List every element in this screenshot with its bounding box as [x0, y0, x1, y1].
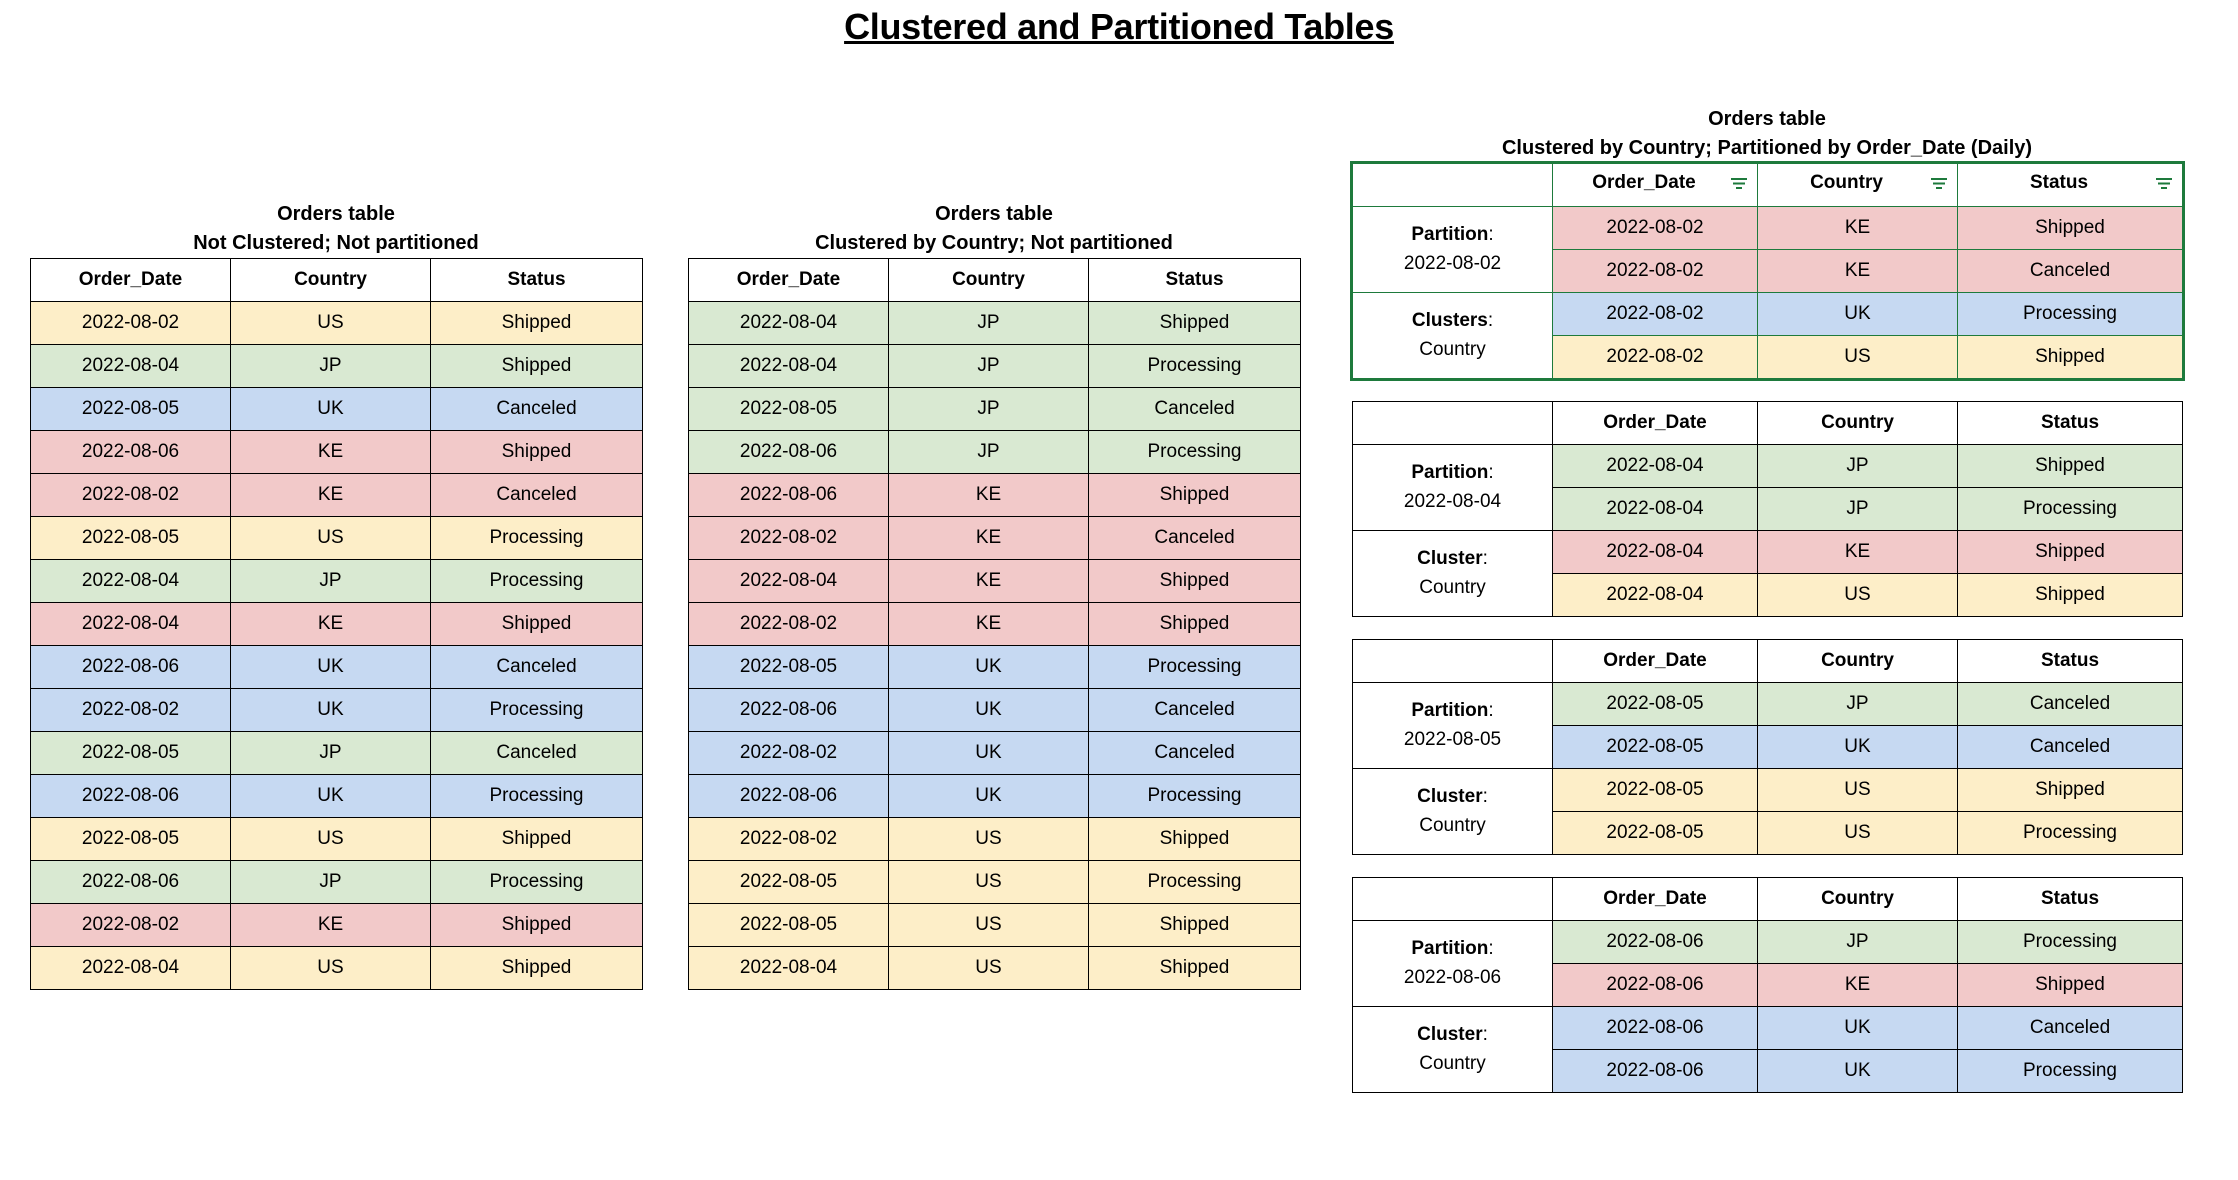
column-header-label: Status	[2040, 888, 2100, 909]
cluster-label-title: Clusters:	[1411, 310, 1494, 331]
cell-status: Shipped	[431, 431, 643, 474]
cell-country: UK	[231, 689, 431, 732]
cell-order-date: 2022-08-04	[31, 947, 231, 990]
table-header-row	[1353, 164, 2183, 207]
column-header-order-date: Order_Date	[689, 259, 889, 302]
cluster-label	[1353, 1007, 1553, 1093]
column-header-country	[1758, 164, 1958, 207]
cell-status: Shipped	[1958, 207, 2183, 250]
table-row	[31, 861, 643, 904]
cell-country: KE	[231, 603, 431, 646]
cell-order-date: 2022-08-02	[1553, 293, 1758, 336]
cell-status: Processing	[1958, 488, 2183, 531]
table-row	[689, 861, 1301, 904]
filter-icon[interactable]	[1729, 176, 1749, 198]
cell-order-date: 2022-08-04	[1553, 488, 1758, 531]
cell-country: JP	[231, 861, 431, 904]
cell-status: Shipped	[1089, 560, 1301, 603]
partition-label	[1353, 207, 1553, 293]
cell-status: Shipped	[431, 302, 643, 345]
cell-country: US	[889, 818, 1089, 861]
table-header-row	[31, 259, 643, 302]
cell-status: Shipped	[1958, 769, 2183, 812]
orders-table-unclustered	[30, 258, 643, 990]
partition-block	[1352, 877, 2182, 1093]
table-header-row	[1353, 402, 2183, 445]
cell-status: Canceled	[431, 732, 643, 775]
cell-order-date: 2022-08-05	[1553, 683, 1758, 726]
cell-order-date: 2022-08-05	[31, 388, 231, 431]
cell-order-date: 2022-08-02	[689, 818, 889, 861]
cell-order-date: 2022-08-06	[689, 474, 889, 517]
cell-order-date: 2022-08-04	[1553, 531, 1758, 574]
cell-order-date: 2022-08-02	[1553, 207, 1758, 250]
table-row	[31, 689, 643, 732]
cell-country: UK	[1758, 726, 1958, 769]
partition-table	[1352, 401, 2183, 617]
partition-label-spacer	[1353, 402, 1553, 445]
cell-country: KE	[1758, 207, 1958, 250]
partition-label-spacer	[1353, 164, 1553, 207]
cell-status: Processing	[1958, 1050, 2183, 1093]
cell-country: US	[231, 302, 431, 345]
mid-table-caption-line2: Clustered by Country; Not partitioned	[815, 232, 1173, 254]
column-header-label: Country	[1764, 172, 1951, 194]
column-header-country	[1758, 878, 1958, 921]
mid-table-body	[689, 302, 1301, 990]
column-header-order-date	[1553, 164, 1758, 207]
cell-country: KE	[889, 560, 1089, 603]
table-row	[31, 775, 643, 818]
cell-country: UK	[1758, 1007, 1958, 1050]
cell-country: US	[231, 818, 431, 861]
cell-country: JP	[231, 560, 431, 603]
cell-status: Processing	[431, 861, 643, 904]
partition-label-title: Partition:	[1411, 224, 1494, 245]
table-row	[31, 904, 643, 947]
cell-country: US	[889, 861, 1089, 904]
cell-status: Processing	[1958, 921, 2183, 964]
table-row	[689, 560, 1301, 603]
cell-country: US	[1758, 574, 1958, 617]
cell-order-date: 2022-08-05	[1553, 769, 1758, 812]
cell-country: US	[231, 947, 431, 990]
cell-country: JP	[1758, 683, 1958, 726]
cell-order-date: 2022-08-06	[1553, 1007, 1758, 1050]
cell-status: Shipped	[1089, 603, 1301, 646]
table-row	[31, 646, 643, 689]
cell-status: Canceled	[1089, 689, 1301, 732]
cell-order-date: 2022-08-04	[689, 302, 889, 345]
partition-label	[1353, 921, 1553, 1007]
cell-status: Canceled	[431, 474, 643, 517]
cluster-label-title: Cluster:	[1417, 548, 1488, 569]
partition-label-title: Partition:	[1411, 700, 1494, 721]
cell-order-date: 2022-08-06	[1553, 921, 1758, 964]
cluster-label-value: Country	[1419, 814, 1486, 836]
cell-order-date: 2022-08-02	[1553, 250, 1758, 293]
cell-country: JP	[1758, 488, 1958, 531]
cell-country: UK	[889, 646, 1089, 689]
partition-label-value: 2022-08-02	[1403, 252, 1502, 274]
cell-status: Shipped	[1958, 336, 2183, 379]
cell-status: Shipped	[431, 603, 643, 646]
cell-country: UK	[889, 689, 1089, 732]
left-table-caption	[30, 200, 642, 258]
table-row	[1353, 769, 2183, 812]
cell-order-date: 2022-08-05	[1553, 812, 1758, 855]
cell-order-date: 2022-08-06	[689, 775, 889, 818]
cell-order-date: 2022-08-04	[1553, 574, 1758, 617]
table-row	[1353, 683, 2183, 726]
cluster-label-title: Cluster:	[1417, 1024, 1488, 1045]
cell-status: Processing	[1089, 646, 1301, 689]
column-header-order-date	[1553, 402, 1758, 445]
column-header-label: Status	[2040, 650, 2100, 671]
cell-order-date: 2022-08-05	[689, 388, 889, 431]
partition-label-value: 2022-08-05	[1403, 728, 1502, 750]
cell-status: Processing	[431, 775, 643, 818]
cell-status: Shipped	[1089, 302, 1301, 345]
cell-order-date: 2022-08-02	[31, 474, 231, 517]
cell-order-date: 2022-08-04	[31, 560, 231, 603]
cell-order-date: 2022-08-04	[1553, 445, 1758, 488]
cell-country: UK	[889, 775, 1089, 818]
cell-status: Canceled	[1958, 726, 2183, 769]
column-header-status	[1958, 402, 2183, 445]
column-header-label: Country	[1821, 412, 1894, 433]
cell-status: Shipped	[431, 947, 643, 990]
cell-country: US	[1758, 336, 1958, 379]
cell-order-date: 2022-08-04	[689, 947, 889, 990]
cell-status: Canceled	[1089, 732, 1301, 775]
table-row	[689, 904, 1301, 947]
partition-label-value: 2022-08-04	[1403, 490, 1502, 512]
column-header-label: Country	[1821, 650, 1894, 671]
table-row	[689, 818, 1301, 861]
partition-label	[1353, 445, 1553, 531]
partition-label-title: Partition:	[1411, 462, 1494, 483]
cluster-label	[1353, 293, 1553, 379]
table-row	[31, 474, 643, 517]
cell-order-date: 2022-08-04	[689, 345, 889, 388]
partition-block	[1352, 401, 2182, 617]
cell-country: US	[889, 947, 1089, 990]
cell-order-date: 2022-08-06	[31, 861, 231, 904]
cell-status: Canceled	[431, 388, 643, 431]
cell-country: UK	[231, 388, 431, 431]
table-row	[1353, 207, 2183, 250]
table-row	[1353, 531, 2183, 574]
table-row	[31, 732, 643, 775]
cluster-label-value: Country	[1419, 338, 1486, 360]
right-group-caption	[1352, 105, 2182, 163]
table-row	[689, 388, 1301, 431]
cell-order-date: 2022-08-04	[31, 345, 231, 388]
cell-order-date: 2022-08-02	[1553, 336, 1758, 379]
cell-order-date: 2022-08-02	[689, 603, 889, 646]
cell-country: JP	[889, 388, 1089, 431]
cell-status: Canceled	[1089, 517, 1301, 560]
orders-table-clustered	[688, 258, 1301, 990]
cell-status: Processing	[1089, 775, 1301, 818]
table-row	[31, 302, 643, 345]
cell-status: Processing	[1958, 812, 2183, 855]
cell-order-date: 2022-08-06	[1553, 1050, 1758, 1093]
cell-status: Processing	[1958, 293, 2183, 336]
cell-status: Processing	[431, 689, 643, 732]
cell-country: US	[231, 517, 431, 560]
cell-order-date: 2022-08-06	[689, 689, 889, 732]
cell-order-date: 2022-08-05	[1553, 726, 1758, 769]
cell-country: KE	[1758, 531, 1958, 574]
cell-country: US	[1758, 812, 1958, 855]
cell-country: KE	[889, 517, 1089, 560]
cell-order-date: 2022-08-06	[31, 431, 231, 474]
mid-table-caption-line1: Orders table	[935, 203, 1053, 225]
cell-country: KE	[231, 431, 431, 474]
cell-country: JP	[1758, 445, 1958, 488]
cell-status: Shipped	[431, 345, 643, 388]
partition-table	[1352, 639, 2183, 855]
left-table-caption-line2: Not Clustered; Not partitioned	[193, 232, 479, 254]
filter-icon[interactable]	[1929, 176, 1949, 198]
partition-block	[1352, 639, 2182, 855]
cell-country: JP	[231, 732, 431, 775]
partition-table	[1352, 163, 2183, 379]
cell-status: Canceled	[1089, 388, 1301, 431]
cell-status: Canceled	[1958, 250, 2183, 293]
cell-order-date: 2022-08-06	[31, 775, 231, 818]
column-header-country: Country	[231, 259, 431, 302]
table-row	[31, 388, 643, 431]
cell-order-date: 2022-08-06	[689, 431, 889, 474]
cell-order-date: 2022-08-02	[689, 732, 889, 775]
table-row	[31, 517, 643, 560]
right-partition-block	[1352, 105, 2182, 1115]
cell-order-date: 2022-08-05	[689, 904, 889, 947]
table-row	[31, 818, 643, 861]
left-table-body	[31, 302, 643, 990]
table-header-row	[1353, 640, 2183, 683]
cell-order-date: 2022-08-05	[689, 861, 889, 904]
table-row	[31, 947, 643, 990]
cell-country: JP	[1758, 921, 1958, 964]
cell-order-date: 2022-08-05	[31, 732, 231, 775]
cell-status: Shipped	[431, 818, 643, 861]
column-header-status: Status	[1089, 259, 1301, 302]
cell-country: US	[889, 904, 1089, 947]
table-row	[689, 603, 1301, 646]
partition-label-value: 2022-08-06	[1403, 966, 1502, 988]
cell-country: KE	[231, 474, 431, 517]
cell-order-date: 2022-08-02	[31, 689, 231, 732]
table-row	[31, 560, 643, 603]
table-row	[689, 517, 1301, 560]
cell-status: Processing	[1089, 345, 1301, 388]
cell-country: KE	[889, 474, 1089, 517]
table-row	[689, 947, 1301, 990]
page-title: Clustered and Partitioned Tables	[844, 6, 1394, 47]
cell-status: Shipped	[1958, 531, 2183, 574]
cluster-label	[1353, 531, 1553, 617]
column-header-order-date: Order_Date	[31, 259, 231, 302]
table-row	[1353, 445, 2183, 488]
cell-order-date: 2022-08-02	[31, 302, 231, 345]
mid-table-caption	[688, 200, 1300, 258]
partition-table	[1352, 877, 2183, 1093]
table-row	[689, 689, 1301, 732]
cell-order-date: 2022-08-05	[31, 818, 231, 861]
filter-icon[interactable]	[2154, 176, 2174, 198]
partition-label-spacer	[1353, 878, 1553, 921]
cell-country: UK	[231, 775, 431, 818]
cell-order-date: 2022-08-02	[31, 904, 231, 947]
table-row	[31, 431, 643, 474]
column-header-status: Status	[431, 259, 643, 302]
column-header-country	[1758, 402, 1958, 445]
right-group-caption-line1: Orders table	[1708, 108, 1826, 130]
cell-country: JP	[889, 431, 1089, 474]
cell-status: Shipped	[1958, 445, 2183, 488]
cluster-label-value: Country	[1419, 1052, 1486, 1074]
column-header-order-date	[1553, 640, 1758, 683]
column-header-status	[1958, 164, 2183, 207]
partition-label-title: Partition:	[1411, 938, 1494, 959]
column-header-country: Country	[889, 259, 1089, 302]
cell-status: Shipped	[1089, 474, 1301, 517]
cell-status: Canceled	[1958, 1007, 2183, 1050]
cell-status: Shipped	[1958, 574, 2183, 617]
column-header-label: Status	[1964, 172, 2176, 194]
cell-status: Processing	[1089, 431, 1301, 474]
cell-order-date: 2022-08-05	[689, 646, 889, 689]
cell-status: Processing	[431, 517, 643, 560]
table-row	[31, 345, 643, 388]
cluster-label	[1353, 769, 1553, 855]
column-header-status	[1958, 878, 2183, 921]
table-row	[689, 732, 1301, 775]
cell-order-date: 2022-08-05	[31, 517, 231, 560]
cell-country: KE	[1758, 964, 1958, 1007]
cell-country: KE	[1758, 250, 1958, 293]
cell-status: Canceled	[1958, 683, 2183, 726]
column-header-label: Order_Date	[1603, 888, 1707, 909]
column-header-label: Order_Date	[1603, 412, 1707, 433]
right-group-caption-line2: Clustered by Country; Partitioned by Order_Date (Daily)	[1501, 137, 2033, 159]
cell-order-date: 2022-08-04	[31, 603, 231, 646]
cell-order-date: 2022-08-02	[689, 517, 889, 560]
partition-label	[1353, 683, 1553, 769]
cell-status: Canceled	[431, 646, 643, 689]
cell-country: UK	[1758, 293, 1958, 336]
cell-status: Shipped	[1089, 904, 1301, 947]
partitions-container	[1352, 163, 2182, 1093]
column-header-country	[1758, 640, 1958, 683]
table-row	[31, 603, 643, 646]
partition-label-spacer	[1353, 640, 1553, 683]
table-row	[1353, 921, 2183, 964]
cell-order-date: 2022-08-04	[689, 560, 889, 603]
table-header-row	[689, 259, 1301, 302]
cell-country: JP	[889, 302, 1089, 345]
table-row	[689, 646, 1301, 689]
table-row	[689, 431, 1301, 474]
table-row	[1353, 1007, 2183, 1050]
cluster-label-title: Cluster:	[1417, 786, 1488, 807]
cell-status: Shipped	[1958, 964, 2183, 1007]
left-table-block	[30, 200, 642, 990]
cell-status: Shipped	[1089, 947, 1301, 990]
cell-country: KE	[889, 603, 1089, 646]
cell-country: JP	[889, 345, 1089, 388]
cluster-label-value: Country	[1419, 576, 1486, 598]
column-header-status	[1958, 640, 2183, 683]
cell-status: Shipped	[1089, 818, 1301, 861]
table-row	[689, 345, 1301, 388]
cell-country: UK	[889, 732, 1089, 775]
table-row	[689, 775, 1301, 818]
partition-block	[1352, 163, 2182, 379]
cell-order-date: 2022-08-06	[31, 646, 231, 689]
cell-status: Processing	[431, 560, 643, 603]
column-header-order-date	[1553, 878, 1758, 921]
cell-country: UK	[1758, 1050, 1958, 1093]
column-header-label: Status	[2040, 412, 2100, 433]
cell-country: UK	[231, 646, 431, 689]
table-row	[689, 302, 1301, 345]
column-header-label: Order_Date	[1603, 650, 1707, 671]
cell-order-date: 2022-08-06	[1553, 964, 1758, 1007]
table-row	[1353, 293, 2183, 336]
cell-status: Processing	[1089, 861, 1301, 904]
cell-country: JP	[231, 345, 431, 388]
cell-status: Shipped	[431, 904, 643, 947]
table-header-row	[1353, 878, 2183, 921]
table-row	[689, 474, 1301, 517]
cell-country: KE	[231, 904, 431, 947]
column-header-label: Country	[1821, 888, 1894, 909]
left-table-caption-line1: Orders table	[277, 203, 395, 225]
column-header-label: Order_Date	[1559, 172, 1751, 194]
cell-country: US	[1758, 769, 1958, 812]
mid-table-block	[688, 200, 1300, 990]
